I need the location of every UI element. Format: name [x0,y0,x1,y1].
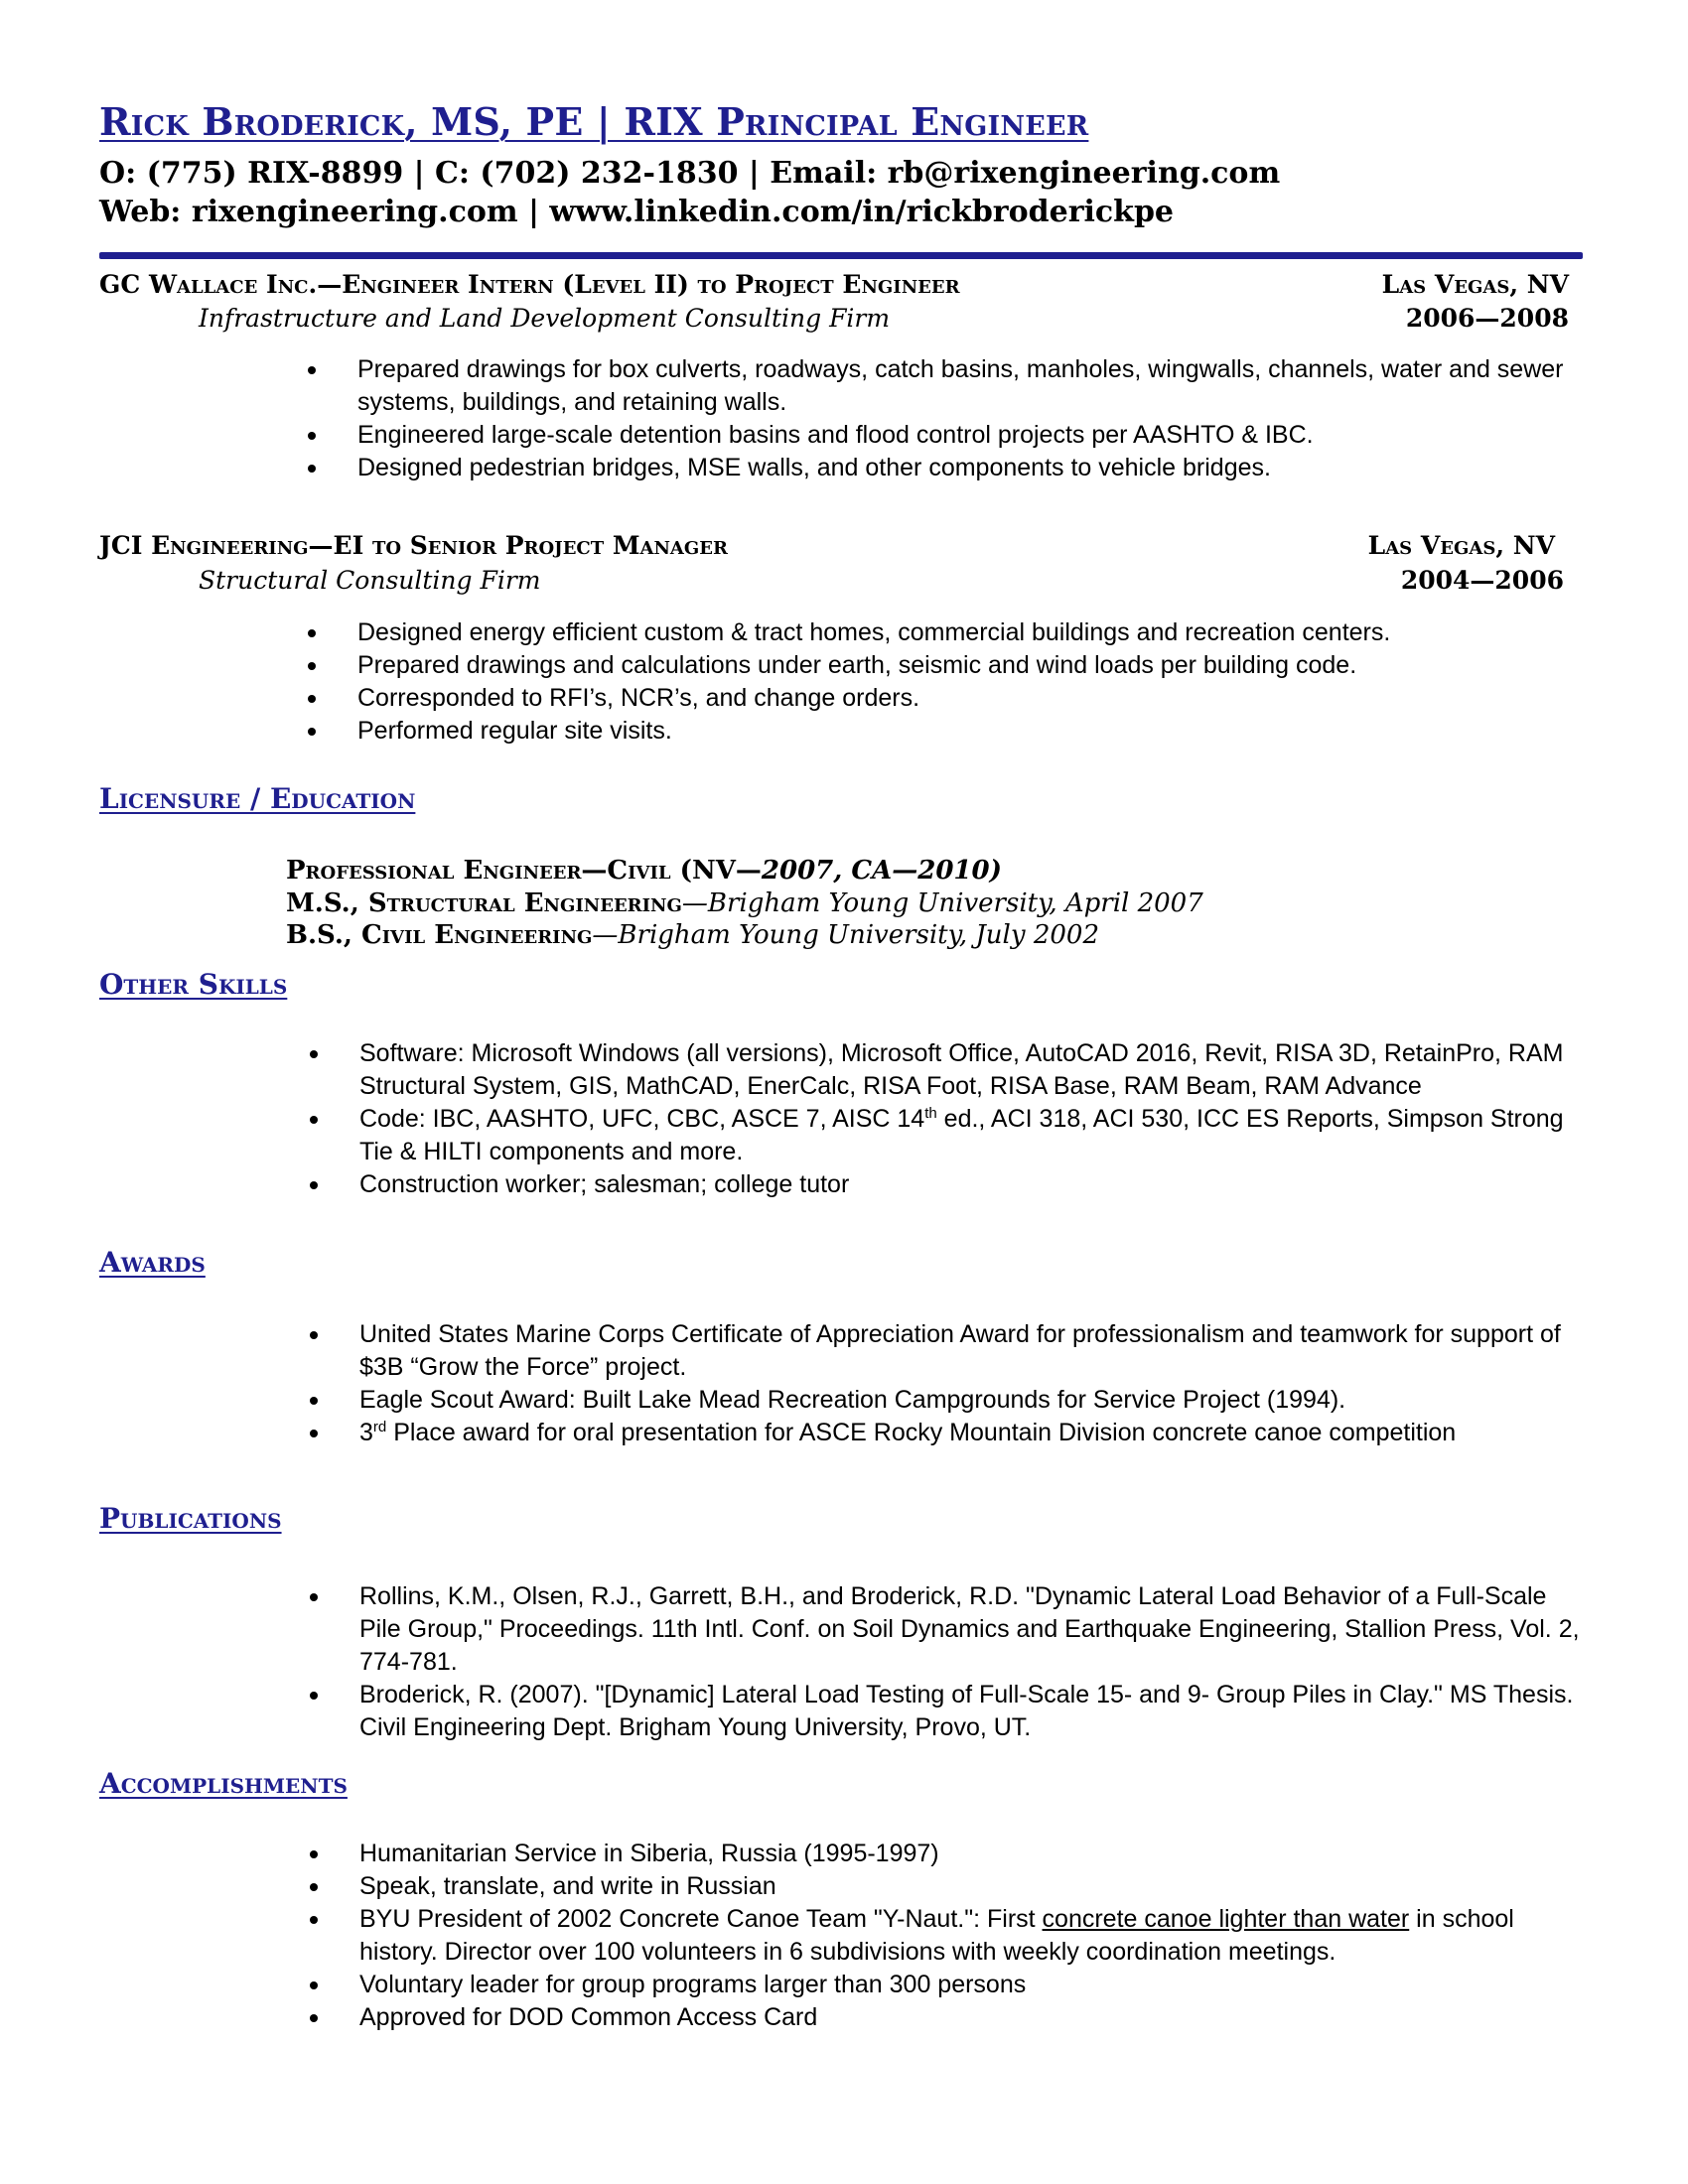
list-item: United States Marine Corps Certificate of Appreciation Award for professionalism and teamwork for support of $3B “Grow the Force” project. [310,1318,1591,1384]
bullet-icon [310,1593,318,1601]
list-item: Prepared drawings for box culverts, roadways, catch basins, manholes, wingwalls, channels, water and sewer systems, buildings, and retaining walls. [308,353,1589,419]
job-dates: 2004—2006 [1400,566,1564,595]
bullet-icon [308,728,316,736]
list-item: Corresponded to RFI’s, NCR’s, and change orders. [308,682,1589,715]
contact-phone-email: O: (775) RIX-8899 | C: (702) 232-1830 | Email: rb@rixengineering.com [99,156,1281,191]
list-item: Approved for DOD Common Access Card [310,2001,1591,2034]
bullet-icon [308,662,316,670]
list-item: Performed regular site visits. [308,715,1589,748]
list-item: BYU President of 2002 Concrete Canoe Team "Y-Naut.": First concrete canoe lighter than water in school history. Director over 100 volunteers in 6 subdivisions with weekly coordination meetings. [310,1903,1591,1969]
job-subheader-gc-wallace [199,304,1569,333]
bullet-icon [308,695,316,703]
bullet-icon [310,1883,318,1891]
job-subheader-jci [199,566,1564,595]
job-bullets-jci [308,616,1589,748]
section-heading-licensure: Licensure / Education [99,782,416,815]
list-item: Designed pedestrian bridges, MSE walls, and other components to vehicle bridges. [308,452,1589,484]
pe-license-line: Professional Engineer—Civil (NV—2007, CA—2010) [286,856,1002,886]
bullet-icon [310,1916,318,1924]
resume-name-title: Rick Broderick, MS, PE | RIX Principal Engineer [99,99,1089,144]
list-item: Designed energy efficient custom & tract homes, commercial buildings and recreation centers. [308,616,1589,649]
bullet-icon [308,629,316,637]
list-item: 3rd Place award for oral presentation for ASCE Rocky Mountain Division concrete canoe competition [310,1417,1591,1449]
job-header-jci [99,531,1569,560]
bullet-icon [310,1981,318,1989]
bullet-icon [310,1850,318,1858]
awards-list [310,1318,1591,1449]
bullet-icon [310,1430,318,1437]
list-item: Eagle Scout Award: Built Lake Mead Recreation Campgrounds for Service Project (1994). [310,1384,1591,1417]
list-item: Humanitarian Service in Siberia, Russia (1995-1997) [310,1838,1591,1870]
firm-type: Structural Consulting Firm [199,566,541,595]
bullet-icon [308,432,316,440]
header-divider [99,252,1583,259]
job-location: Las Vegas, NV [1367,531,1555,560]
accomplishments-list [310,1838,1591,2034]
bullet-icon [310,1050,318,1058]
firm-type: Infrastructure and Land Development Consulting Firm [199,304,891,333]
contact-web-linkedin: Web: rixengineering.com | www.linkedin.com/in/rickbroderickpe [99,195,1175,229]
bullet-icon [310,1397,318,1405]
job-title: JCI Engineering—EI to Senior Project Manager [99,531,728,560]
publications-list [310,1580,1591,1744]
job-title: GC Wallace Inc.—Engineer Intern (Level II) to Project Engineer [99,270,960,299]
list-item: Software: Microsoft Windows (all versions), Microsoft Office, AutoCAD 2016, Revit, RISA 3D, RetainPro, RAM Structural System, GIS, MathCAD, EnerCalc, RISA Foot, RISA Base, RAM Beam, RAM Advance [310,1037,1591,1103]
list-item: Voluntary leader for group programs larger than 300 persons [310,1969,1591,2001]
underlined-phrase: concrete canoe lighter than water [1042,1905,1410,1933]
job-header-gc-wallace [99,270,1569,299]
bullet-icon [310,1116,318,1124]
skills-list [310,1037,1591,1201]
bs-degree-line: B.S., Civil Engineering—Brigham Young University, July 2002 [286,920,1099,950]
section-heading-skills: Other Skills [99,968,288,1001]
bullet-icon [310,1181,318,1189]
section-heading-publications: Publications [99,1502,282,1535]
list-item: Broderick, R. (2007). "[Dynamic] Lateral Load Testing of Full-Scale 15- and 9- Group Piles in Clay." MS Thesis. Civil Engineering Dept. Brigham Young University, Provo, UT. [310,1679,1591,1744]
bullet-icon [308,366,316,374]
list-item: Speak, translate, and write in Russian [310,1870,1591,1903]
bullet-icon [308,465,316,473]
ms-degree-line: M.S., Structural Engineering—Brigham Young University, April 2007 [286,888,1203,918]
bullet-icon [310,1331,318,1339]
list-item: Rollins, K.M., Olsen, R.J., Garrett, B.H., and Broderick, R.D. "Dynamic Lateral Load Behavior of a Full-Scale Pile Group," Proceedings. 11th Intl. Conf. on Soil Dynamics and Earthquake Engineering, Stallion Press, Vol. 2, 774-781. [310,1580,1591,1679]
list-item: Code: IBC, AASHTO, UFC, CBC, ASCE 7, AISC 14th ed., ACI 318, ACI 530, ICC ES Reports, Simpson Strong Tie & HILTI components and more. [310,1103,1591,1168]
list-item: Construction worker; salesman; college tutor [310,1168,1591,1201]
job-dates: 2006—2008 [1405,304,1569,333]
bullet-icon [310,1692,318,1700]
section-heading-awards: Awards [99,1246,206,1279]
section-heading-accomplishments: Accomplishments [99,1767,348,1800]
list-item: Prepared drawings and calculations under earth, seismic and wind loads per building code. [308,649,1589,682]
list-item: Engineered large-scale detention basins and flood control projects per AASHTO & IBC. [308,419,1589,452]
job-location: Las Vegas, NV [1381,270,1569,299]
job-bullets-gc-wallace [308,353,1589,484]
bullet-icon [310,2014,318,2022]
